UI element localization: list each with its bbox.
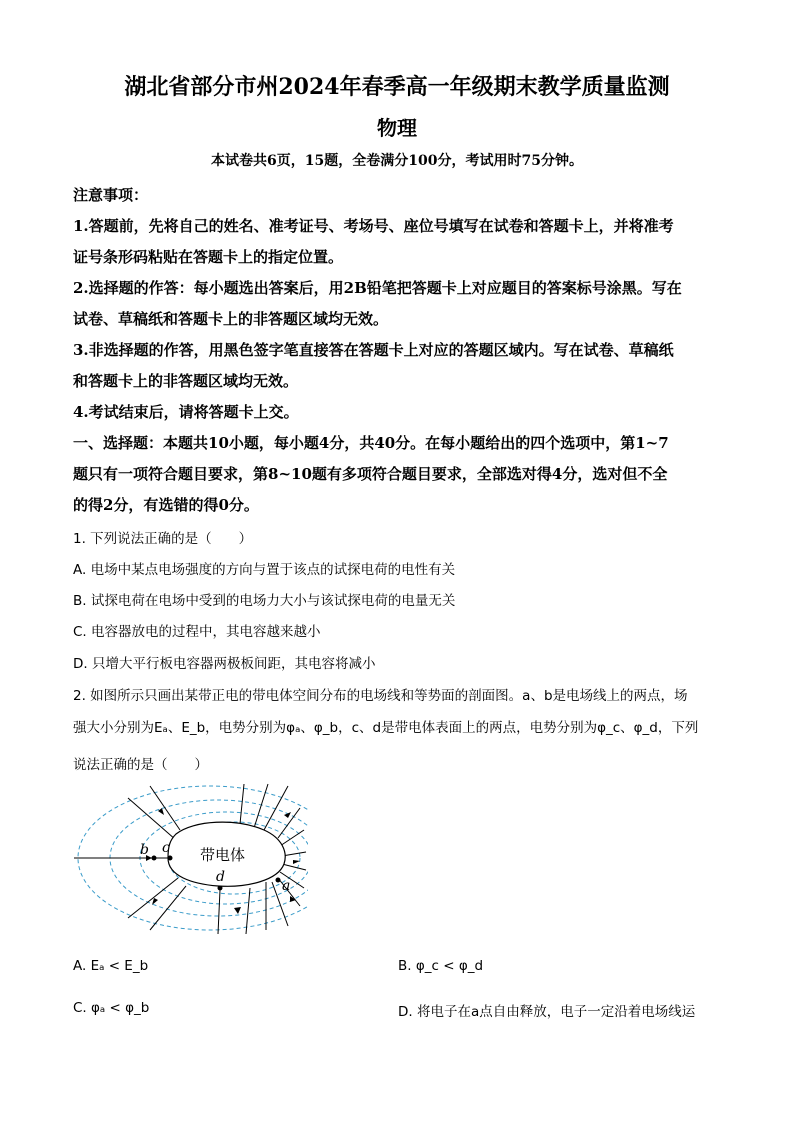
point-c-label: c xyxy=(162,840,170,856)
point-b-dot xyxy=(152,856,157,861)
point-a-dot xyxy=(276,878,281,883)
question-2-option-b: B. φ_c < φ_d xyxy=(398,958,484,974)
notice-line: 2.选择题的作答：每小题选出答案后，用2B铅笔把答题卡上对应题目的答案标号涂黑。写在 xyxy=(73,279,682,297)
question-2-option-c: C. φₐ < φ_b xyxy=(73,1000,150,1016)
question-2-option-d: D. 将电子在a点自由释放，电子一定沿着电场线运 xyxy=(398,1004,696,1020)
section-heading-line: 的得2分，有选错的得0分。 xyxy=(73,496,259,514)
question-1-option-a: A. 电场中某点电场强度的方向与置于该点的试探电荷的电性有关 xyxy=(73,562,456,578)
notice-line: 3.非选择题的作答，用黑色签字笔直接答在答题卡上对应的答题区域内。写在试卷、草稿纸 xyxy=(73,341,674,359)
question-2-option-a: A. Eₐ < E_b xyxy=(73,958,149,974)
notice-line: 证号条形码粘贴在答题卡上的指定位置。 xyxy=(73,248,344,266)
question-2-stem-line: 说法正确的是（ ） xyxy=(73,757,208,773)
section-heading-line: 题只有一项符合题目要求，第8~10题有多项符合题目要求，全部选对得4分，选对但不全 xyxy=(73,465,668,483)
question-2-stem-line: 强大小分别为Eₐ、E_b，电势分别为φₐ、φ_b，c、d是带电体表面上的两点，电势分别为φ_c、φ_d，下列 xyxy=(73,720,699,736)
charged-body-label: 带电体 xyxy=(200,846,246,864)
question-1-option-d: D. 只增大平行板电容器两极板间距，其电容将减小 xyxy=(73,656,376,672)
exam-title: 湖北省部分市州2024年春季高一年级期末教学质量监测 xyxy=(124,74,670,100)
section-heading-line: 一、选择题：本题共10小题，每小题4分，共40分。在每小题给出的四个选项中，第1~7 xyxy=(73,434,669,452)
notice-line: 试卷、草稿纸和答题卡上的非答题区域均无效。 xyxy=(73,310,389,328)
exam-info: 本试卷共6页，15题，全卷满分100分，考试用时75分钟。 xyxy=(211,153,583,169)
point-b-label: b xyxy=(140,842,149,858)
notice-line: 和答题卡上的非答题区域均无效。 xyxy=(73,372,299,390)
point-d-label: d xyxy=(216,869,225,885)
electric-field-diagram xyxy=(68,778,308,938)
question-1-option-c: C. 电容器放电的过程中，其电容越来越小 xyxy=(73,624,321,640)
notice-line: 4.考试结束后，请将答题卡上交。 xyxy=(73,403,299,421)
question-1-stem: 1. 下列说法正确的是（ ） xyxy=(73,531,253,547)
point-a-label: a xyxy=(282,878,291,894)
question-1-option-b: B. 试探电荷在电场中受到的电场力大小与该试探电荷的电量无关 xyxy=(73,593,456,609)
notice-line: 1.答题前，先将自己的姓名、准考证号、考场号、座位号填写在试卷和答题卡上，并将准考 xyxy=(73,217,674,235)
notice-heading: 注意事项： xyxy=(73,186,149,204)
point-d-dot xyxy=(218,886,223,891)
exam-subject: 物理 xyxy=(377,116,417,140)
point-c-dot xyxy=(168,856,173,861)
question-2-stem-line: 2. 如图所示只画出某带正电的带电体空间分布的电场线和等势面的剖面图。a、b是电场线上的两点，场 xyxy=(73,688,688,704)
